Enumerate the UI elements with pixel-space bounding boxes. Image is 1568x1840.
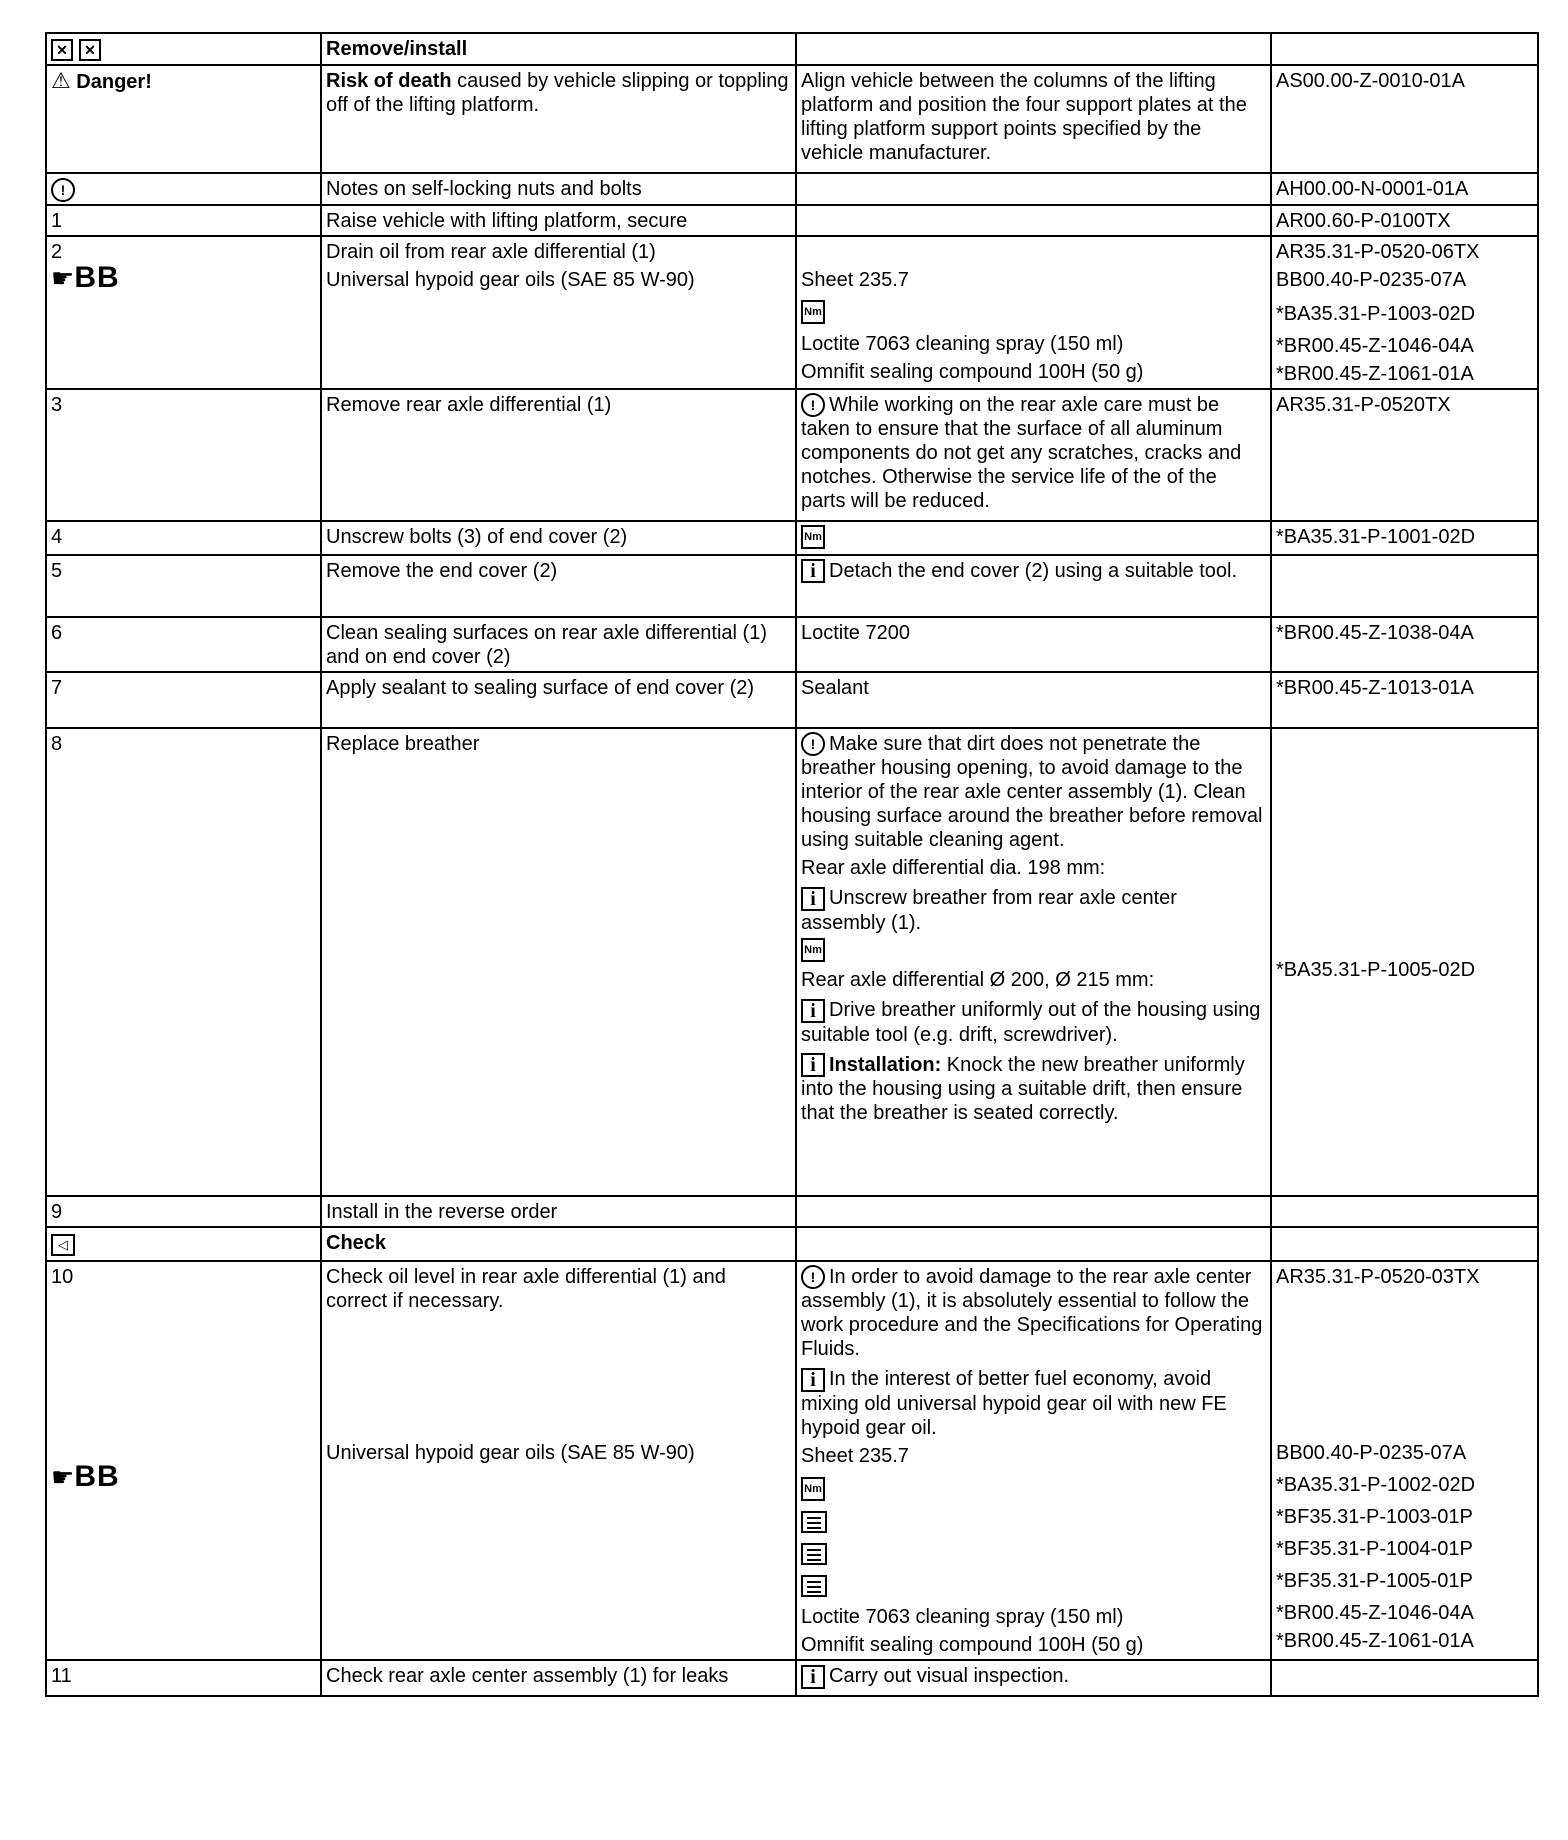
- table-row: 10 ☛BB Check oil level in rear axle differential (1) and correct if necessary. Universal hypoid gear oils (SAE 85 W-90) ! In order to avoid damage to the rear axle center assembly (1), it is absolutely essential to follow the work procedure and the Specifications for Operating Fluids. i In the interest of better fuel economy, avoid mixing old universal hypoid gear oil with new FE hypoid gear oil. Sheet 235.7 Nm Loctite 7063 cleaning spray (150 ml) Omnifit sealing compound 100H (50 g) AR35.31-P-0520-03TX BB00.40-P-0235-07A *BA35.31-P-1002-02D *BF35.31-P-1003-01P *BF35.31-P-1004-01P *BF35.31-P-1005-01P *BR00.45-Z-1046-04A *BR00.45-Z-1061-01A: [46, 1261, 1538, 1660]
- table-row: 2 ☛BB Drain oil from rear axle differential (1) Universal hypoid gear oils (SAE 85 W-90) Sheet 235.7 Nm Loctite 7063 cleaning spray (150 ml) Omnifit sealing compound 100H (50 g) AR35.31-P-0520-06TX BB00.40-P-0235-07A *BA35.31-P-1003-02D *BR00.45-Z-1046-04A *BR00.45-Z-1061-01A: [46, 236, 1538, 389]
- table-row: [46, 33, 1538, 65]
- danger-label-cell: ⚠ Danger!: [46, 65, 321, 173]
- data-sheet-icon: [801, 1575, 827, 1597]
- info-icon: i: [801, 1368, 825, 1392]
- table-row: ⚠ Danger! Risk of death caused by vehicle slipping or toppling off of the lifting platform. Align vehicle between the columns of the lifting platform and position the four support plates at the lifting platform support points specified by the vehicle manufacturer. AS00.00-Z-0010-01A: [46, 65, 1538, 173]
- info-icon: i: [801, 1053, 825, 1077]
- note-icon: !: [801, 1265, 825, 1289]
- remove-install-icons: [46, 33, 321, 65]
- pointing-hand-icon: ☛: [51, 1461, 75, 1492]
- note-icon: !: [801, 732, 825, 756]
- section-title-remove: Remove/install: [321, 33, 796, 65]
- table-row: 9 Install in the reverse order: [46, 1196, 1538, 1227]
- torque-icon: Nm: [801, 525, 825, 549]
- check-icon: ◁: [51, 1234, 75, 1256]
- note-icon: !: [801, 393, 825, 417]
- table-row: 1 Raise vehicle with lifting platform, secure AR00.60-P-0100TX: [46, 205, 1538, 236]
- info-icon: i: [801, 999, 825, 1023]
- note-icon: !: [51, 178, 75, 202]
- danger-note: Align vehicle between the columns of the lifting platform and position the four support plates at the lifting platform support points specified by the vehicle manufacturer.: [796, 65, 1271, 173]
- table-row: 4 Unscrew bolts (3) of end cover (2) Nm *BA35.31-P-1001-02D: [46, 521, 1538, 555]
- info-icon: i: [801, 559, 825, 583]
- table-row: [46, 1227, 1538, 1261]
- table-row: 6 Clean sealing surfaces on rear axle differential (1) and on end cover (2) Loctite 7200 *BR00.45-Z-1038-04A: [46, 617, 1538, 672]
- data-sheet-icon: [801, 1543, 827, 1565]
- data-sheet-icon: [801, 1511, 827, 1533]
- torque-icon: Nm: [801, 1477, 825, 1501]
- pointing-hand-icon: ☛: [51, 262, 75, 293]
- table-row: 11 Check rear axle center assembly (1) for leaks i Carry out visual inspection.: [46, 1660, 1538, 1696]
- section-title-check: Check: [321, 1227, 796, 1261]
- torque-icon: Nm: [801, 938, 825, 962]
- table-row: ! Notes on self-locking nuts and bolts AH00.00-N-0001-01A: [46, 173, 1538, 205]
- remove-icon: ✕: [51, 39, 73, 61]
- info-icon: i: [801, 1665, 825, 1689]
- install-icon: ✕: [79, 39, 101, 61]
- warning-triangle-icon: ⚠: [51, 68, 71, 93]
- table-row: 3 Remove rear axle differential (1) ! While working on the rear axle care must be taken to ensure that the surface of all aluminum components do not get any scratches, cracks and notches. Otherwise the service life of the of the parts will be reduced. AR35.31-P-0520TX: [46, 389, 1538, 521]
- torque-icon: Nm: [801, 300, 825, 324]
- danger-ref: AS00.00-Z-0010-01A: [1271, 65, 1538, 173]
- table-row: 5 Remove the end cover (2) i Detach the end cover (2) using a suitable tool.: [46, 555, 1538, 617]
- procedure-table: [45, 32, 1539, 1697]
- info-icon: i: [801, 887, 825, 911]
- table-row: 7 Apply sealant to sealing surface of end cover (2) Sealant *BR00.45-Z-1013-01A: [46, 672, 1538, 728]
- table-row: 8 Replace breather ! Make sure that dirt does not penetrate the breather housing opening, to avoid damage to the interior of the rear axle center assembly (1). Clean housing surface around the breather before removal using suitable cleaning agent. Rear axle differential dia. 198 mm: i Unscrew breather from rear axle center assembly (1). Nm Rear axle differential Ø 200, Ø 215 mm: i Drive breather uniformly out of the housing using suitable tool (e.g. drift, screwdriver). i Installation: Knock the new breather uniformly into the housing using a suitable drift, then ensure that the breather is seated correctly. *BA35.31-P-1005-02D: [46, 728, 1538, 1196]
